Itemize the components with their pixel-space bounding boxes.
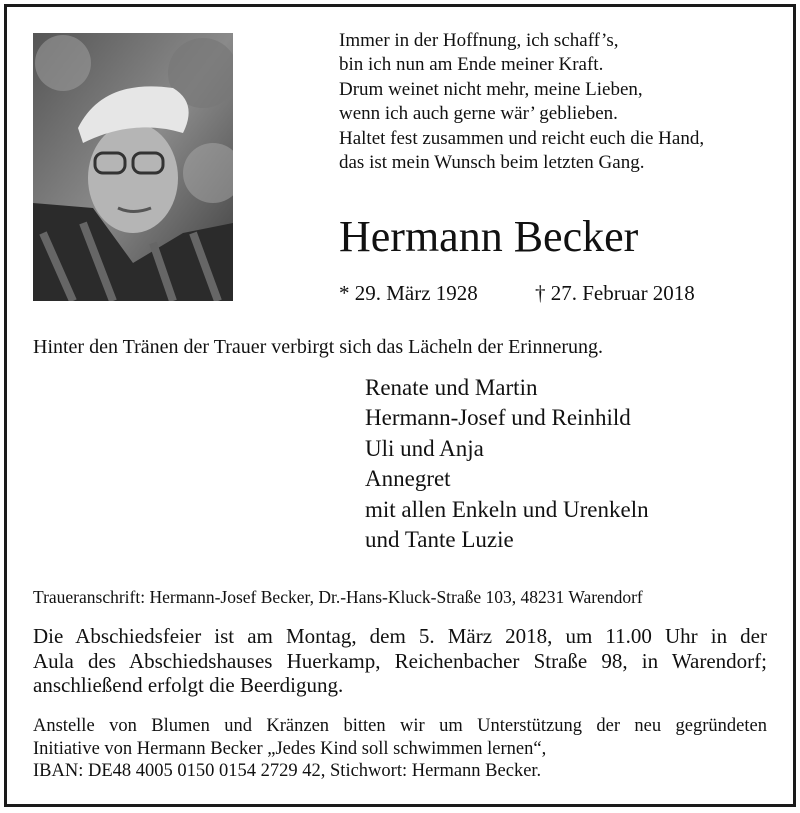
ceremony-line: anschließend erfolgt die Beerdigung.	[33, 673, 344, 697]
deceased-name: Hermann Becker	[339, 212, 639, 261]
family-member: mit allen Enkeln und Urenkeln	[365, 496, 649, 522]
poem-line: bin ich nun am Ende meiner Kraft.	[339, 54, 604, 76]
family-member: Annegret	[365, 466, 451, 492]
family-member: Uli und Anja	[365, 435, 484, 461]
death-date: † 27. Februar 2018	[535, 281, 695, 305]
portrait-photo	[33, 33, 233, 301]
family-list	[365, 373, 649, 555]
donation-line: IBAN: DE48 4005 0150 0154 2729 42, Stichwort: Hermann Becker.	[33, 761, 542, 781]
mourning-address: Traueranschrift: Hermann-Josef Becker, Dr.-Hans-Kluck-Straße 103, 48231 Warendorf	[33, 587, 643, 607]
poem-line: Haltet fest zusammen und reicht euch die Hand,	[339, 127, 705, 149]
family-member: und Tante Luzie	[365, 527, 514, 553]
poem-line: wenn ich auch gerne wär’ geblieben.	[339, 103, 618, 125]
donation-info	[33, 715, 767, 783]
poem-line: Immer in der Hoffnung, ich schaff’s,	[339, 30, 619, 51]
family-member: Hermann-Josef und Reinhild	[365, 405, 631, 431]
motto: Hinter den Tränen der Trauer verbirgt sich das Lächeln der Erinnerung.	[33, 336, 604, 358]
donation-line: Anstelle von Blumen und Kränzen bitten wir um Unterstützung der neu gegründeten	[33, 716, 767, 736]
ceremony-line: Die Abschiedsfeier ist am Montag, dem 5. März 2018, um 11.00 Uhr in der	[33, 624, 767, 648]
ceremony-line: Aula des Abschiedshauses Huerkamp, Reichenbacher Straße 98, in Warendorf;	[33, 648, 767, 673]
poem	[339, 29, 704, 175]
poem-line: Drum weinet nicht mehr, meine Lieben,	[339, 78, 643, 100]
ceremony-info	[33, 624, 767, 698]
family-member: Renate und Martin	[365, 375, 538, 400]
donation-line: Initiative von Hermann Becker „Jedes Kind soll schwimmen lernen“,	[33, 738, 547, 759]
poem-line: das ist mein Wunsch beim letzten Gang.	[339, 152, 645, 174]
birth-date: * 29. März 1928	[339, 281, 478, 305]
